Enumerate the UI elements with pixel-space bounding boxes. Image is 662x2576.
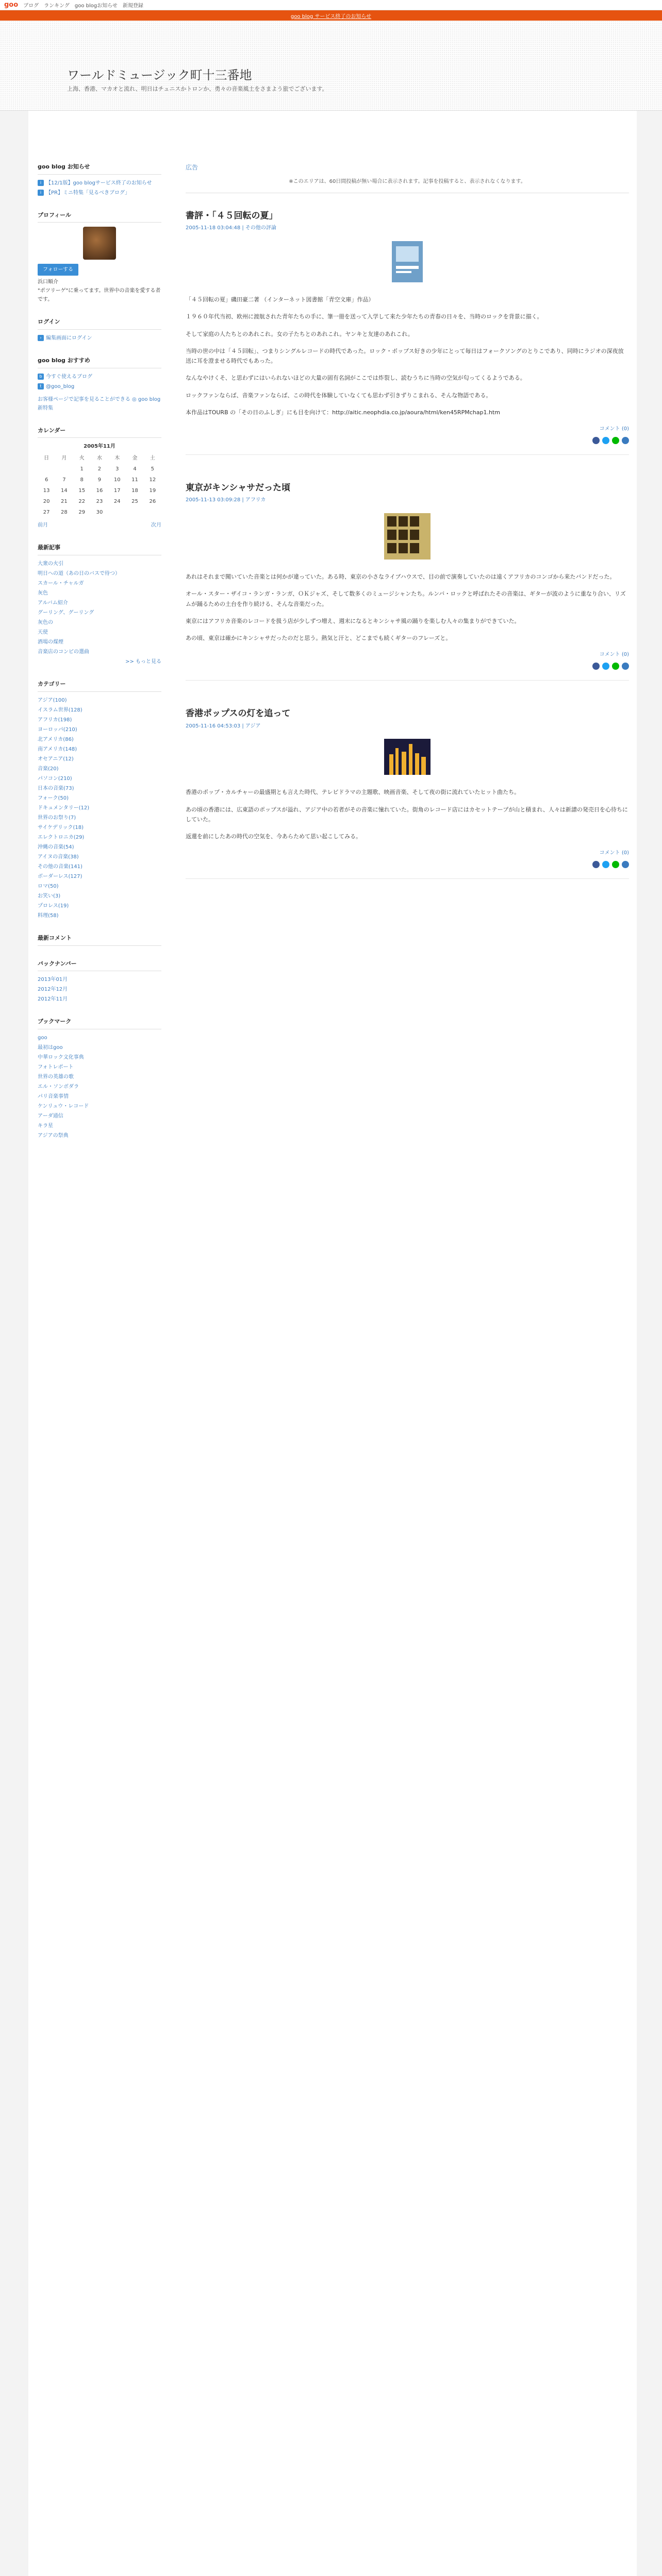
- calendar-day[interactable]: 19: [149, 488, 156, 494]
- recommend-note[interactable]: お客様ページで記事を見ることができる ◎ goo blog新特集: [38, 396, 161, 411]
- recent-item[interactable]: [38, 579, 161, 588]
- bookmark-item[interactable]: [38, 1073, 161, 1081]
- recommend-link[interactable]: 今すぐ使えるブログ: [46, 374, 92, 380]
- post-paragraph: ロックファンならば、音楽ファンならば、この時代を体験していなくても思わず引きずりこまれる、そんな物語である。: [186, 392, 492, 399]
- category-item[interactable]: [38, 755, 161, 764]
- recent-item[interactable]: [38, 628, 161, 637]
- category-item[interactable]: [38, 862, 161, 871]
- category-item[interactable]: [38, 823, 161, 832]
- category-item[interactable]: [38, 696, 161, 705]
- post-meta[interactable]: 2005-11-18 03:04:48 | その他の評論: [186, 225, 276, 231]
- recent-item[interactable]: [38, 618, 161, 627]
- post-paragraph: 本作品はTOURB の「その日のふしぎ」にも目を向けて：http://aitic.neophdia.co.jp/aoura/html/ken45RPMchap1.htm: [186, 409, 500, 416]
- calendar-month: 2005年11月: [84, 444, 115, 450]
- category-item-link[interactable]: 北アメリカ(86): [38, 736, 74, 742]
- category-item-link[interactable]: アイヌの音楽(38): [38, 854, 79, 860]
- calendar-day[interactable]: 22: [78, 499, 86, 505]
- bookmark-item[interactable]: [38, 1053, 161, 1062]
- calendar-day[interactable]: 1: [80, 466, 84, 472]
- post-paragraph: 返還を前にしたあの時代の空気を、今あらためて思い起こしてみる。: [186, 833, 361, 840]
- category-item[interactable]: [38, 833, 161, 842]
- category-item-link[interactable]: お笑い(3): [38, 893, 61, 899]
- recent-item[interactable]: [38, 560, 161, 568]
- share-icon[interactable]: [612, 437, 619, 444]
- post-paragraph: なんなやけくそ、と思わずにはいられないほどの大量の固有名詞がここでは炸裂し、読むうちに当時の空気が匂ってくるようである。: [186, 375, 526, 382]
- calendar-week: [38, 507, 161, 518]
- recent-item-link[interactable]: 音楽店のコンピの選曲: [38, 649, 89, 655]
- recent-item-link[interactable]: グーリング、グーリング: [38, 610, 94, 616]
- bookmark-item-link[interactable]: 中華ロック文化事典: [38, 1054, 84, 1060]
- category-item[interactable]: [38, 706, 161, 715]
- post-image[interactable]: [186, 241, 629, 285]
- category-item-link[interactable]: 世界のお祭り(7): [38, 815, 76, 821]
- blog-post: [186, 209, 629, 455]
- category-item[interactable]: [38, 765, 161, 773]
- calendar-day[interactable]: 5: [151, 466, 155, 472]
- calendar-day[interactable]: 29: [78, 510, 86, 516]
- post-paragraph: 東京にはアフリカ音楽のレコードを扱う店が少しずつ増え、週末になるとキンシャサ風の踊りを楽しむ人々の集まりができていた。: [186, 617, 520, 624]
- share-icon[interactable]: [622, 861, 629, 868]
- post-paragraph: １９６０年代当初、欧州に渡航された青年たちの手に、筆一冊を送って入学して来た少年たちの青春の日々を、当時のロックを背景に描く。: [186, 313, 543, 320]
- bookmark-item-link[interactable]: キラ星: [38, 1123, 53, 1129]
- post-title[interactable]: 東京がキンシャサだった頃: [186, 482, 291, 493]
- calendar-day: [55, 464, 73, 474]
- profile-bio: "ポツリーゲ"に乗ってます。世界中の音楽を愛する者です。: [38, 288, 161, 303]
- category-item-link[interactable]: ヨーロッパ(210): [38, 726, 77, 733]
- comments-heading: 最新コメント: [38, 934, 161, 946]
- category-item-link[interactable]: その他の音楽(141): [38, 863, 82, 870]
- post-comment-link[interactable]: コメント (0): [599, 426, 629, 432]
- recent-item[interactable]: [38, 589, 161, 598]
- calendar-day[interactable]: 4: [133, 466, 137, 472]
- category-item[interactable]: [38, 804, 161, 812]
- share-icon[interactable]: [592, 861, 600, 868]
- service-end-link[interactable]: goo blog サービス終了のお知らせ: [290, 13, 372, 20]
- category-item-link[interactable]: フォーク(50): [38, 795, 69, 801]
- calendar-day[interactable]: 9: [97, 477, 102, 483]
- category-item-link[interactable]: オセアニア(12): [38, 756, 74, 762]
- category-heading: カテゴリー: [38, 680, 161, 692]
- bookmark-item[interactable]: [38, 1092, 161, 1101]
- category-item-link[interactable]: 料理(58): [38, 912, 59, 919]
- calendar-weekday: 水: [96, 455, 102, 462]
- category-item-link[interactable]: ボーダーレス(127): [38, 873, 82, 879]
- recommend-heading: goo blog おすすめ: [38, 356, 161, 368]
- calendar-day[interactable]: 28: [61, 510, 68, 516]
- category-item[interactable]: [38, 745, 161, 754]
- blog-description: 上海、香港、マカオと流れ、明日はチュニスかトロンか、勇々の音楽風土をさまよう旅でございます。: [67, 86, 328, 92]
- share-icon[interactable]: [622, 663, 629, 670]
- calendar-day[interactable]: 21: [61, 499, 68, 505]
- profile-name[interactable]: 浜口順介: [38, 279, 58, 285]
- share-icon[interactable]: [612, 861, 619, 868]
- login-link[interactable]: 編集画面にログイン: [46, 335, 92, 342]
- goo-top-bar: [0, 0, 662, 10]
- category-item-link[interactable]: イスラム世界(128): [38, 707, 82, 713]
- content-wrapper: [28, 111, 637, 2576]
- share-buttons: [186, 663, 629, 670]
- bookmark-item[interactable]: [38, 1112, 161, 1121]
- share-icon[interactable]: [592, 437, 600, 444]
- bookmark-item-link[interactable]: エル・ソンボダラ: [38, 1083, 79, 1090]
- calendar-day[interactable]: 2: [97, 466, 102, 472]
- backnumber-item-link[interactable]: 2013年01月: [38, 977, 68, 983]
- calendar-day[interactable]: 14: [61, 488, 68, 494]
- share-icon[interactable]: [602, 861, 609, 868]
- post-paragraph: 香港のポップ・カルチャーの最盛期とも言えた時代、テレビドラマの主題歌、映画音楽、そして夜の街に流れていたヒット曲たち。: [186, 789, 520, 796]
- bookmark-item[interactable]: [38, 1102, 161, 1111]
- recent-item[interactable]: [38, 608, 161, 617]
- recent-heading: 最新記事: [38, 543, 161, 555]
- category-item[interactable]: [38, 794, 161, 803]
- category-item-link[interactable]: 音楽(20): [38, 766, 59, 772]
- post-meta[interactable]: 2005-11-13 03:09:28 | アフリカ: [186, 497, 266, 503]
- backnumber-item-link[interactable]: 2012年12月: [38, 987, 68, 993]
- bookmark-item[interactable]: [38, 1131, 161, 1140]
- calendar-prev[interactable]: 前月: [38, 522, 48, 529]
- category-item-link[interactable]: アジア(100): [38, 697, 67, 703]
- category-item[interactable]: [38, 853, 161, 861]
- post-paragraph: あの頃の香港には、広東語のポップスが溢れ、アジア中の若者がその音楽に憧れていた。街角のレコード店にはカセットテープが山と積まれ、人々は新譜の発売日を心待ちにしていた。: [186, 806, 628, 823]
- calendar-week: [38, 474, 161, 485]
- blog-post: [186, 706, 629, 879]
- calendar-day[interactable]: 10: [113, 477, 121, 483]
- bookmark-item[interactable]: [38, 1082, 161, 1091]
- calendar-day[interactable]: 7: [62, 477, 66, 483]
- category-item-link[interactable]: ロマ(50): [38, 883, 59, 889]
- category-item-link[interactable]: エレクトロニカ(29): [38, 834, 85, 840]
- category-item-link[interactable]: 沖縄の音楽(54): [38, 844, 74, 850]
- post-title[interactable]: 書評・「４５回転の夏」: [186, 210, 278, 221]
- share-icon[interactable]: [622, 437, 629, 444]
- post-comment-link[interactable]: コメント (0): [599, 652, 629, 658]
- recent-item[interactable]: [38, 638, 161, 647]
- category-item-link[interactable]: パソコン(210): [38, 775, 72, 782]
- calendar-day[interactable]: 30: [96, 510, 103, 516]
- calendar-week: [38, 464, 161, 474]
- calendar-weekday: 土: [150, 455, 155, 462]
- share-icon[interactable]: [602, 663, 609, 670]
- post-meta[interactable]: 2005-11-16 04:53:03 | アジア: [186, 723, 261, 729]
- category-item-link[interactable]: プロレス(19): [38, 903, 69, 909]
- category-item-link[interactable]: 南アメリカ(148): [38, 746, 77, 752]
- profile-section: [38, 211, 161, 304]
- category-item-link[interactable]: サイケデリック(18): [38, 824, 84, 831]
- category-item[interactable]: [38, 872, 161, 881]
- share-icon[interactable]: [592, 663, 600, 670]
- backnumber-item[interactable]: [38, 975, 161, 984]
- blog-icon: b: [38, 374, 44, 380]
- bookmark-item-link[interactable]: 世界の英雄の歌: [38, 1074, 74, 1080]
- bookmark-item[interactable]: [38, 1063, 161, 1072]
- post-paragraph: 「４５回転の夏」磯田豪二著 （インターネット図書館「青空文庫」作品）: [186, 296, 374, 303]
- category-item[interactable]: [38, 911, 161, 920]
- post-image[interactable]: [186, 739, 629, 778]
- calendar-day[interactable]: 6: [44, 477, 48, 483]
- gbar-link-notice[interactable]: goo blogお知らせ: [74, 3, 118, 9]
- calendar-weekday: 火: [79, 455, 85, 462]
- share-buttons: [186, 437, 629, 444]
- calendar-day[interactable]: 11: [131, 477, 138, 483]
- gbar-link-ranking[interactable]: ランキング: [44, 3, 70, 9]
- bookmark-item-link[interactable]: ケンリュウ・レコード: [38, 1103, 89, 1109]
- category-item[interactable]: [38, 843, 161, 852]
- ad-note: ※このエリアは、60日間投稿が無い場合に表示されます。記事を投稿すると、表示されなくなります。: [186, 177, 629, 193]
- recent-item[interactable]: [38, 569, 161, 578]
- notice-item[interactable]: [38, 179, 161, 188]
- post-paragraph: あれはそれまで聞いていた音楽とは何かが違っていた。ある時、東京の小さなライブハウスで、目の前で演奏していたのは遠くアフリカのコンゴから来たバンドだった。: [186, 573, 616, 580]
- post-paragraph: オール・スター・ザイコ・ランガ・ランガ、ＯＫジャズ、そして数多くのミュージシャンたち。ルンバ・ロックと呼ばれたその音楽は、ギターが波のように重なり合い、リズムが踊るための土台を作り続ける、そんな音楽だった。: [186, 590, 626, 607]
- bookmark-item[interactable]: [38, 1033, 161, 1042]
- gbar-link-signup[interactable]: 新規登録: [122, 3, 143, 9]
- notice-item[interactable]: [38, 189, 161, 197]
- share-buttons: [186, 861, 629, 868]
- recommend-section: [38, 356, 161, 413]
- post-title[interactable]: 香港ポップスの灯を追って: [186, 708, 291, 719]
- calendar-day[interactable]: 15: [78, 488, 86, 494]
- calendar-day[interactable]: 13: [43, 488, 50, 494]
- calendar-weekday: 木: [114, 455, 120, 462]
- blog-title[interactable]: ワールドミュージック町十三番地: [67, 68, 252, 82]
- recent-item-link[interactable]: スカール・チャルガ: [38, 581, 84, 587]
- calendar-weekday: 月: [61, 455, 67, 462]
- calendar-day: [126, 507, 143, 518]
- bookmark-item-link[interactable]: アジアの祭典: [38, 1132, 69, 1139]
- login-section: [38, 317, 161, 343]
- category-item-link[interactable]: ドキュメンタリー(12): [38, 805, 90, 811]
- calendar-table: [38, 453, 161, 518]
- notice-heading: goo blog お知らせ: [38, 162, 161, 175]
- calendar-day[interactable]: 3: [115, 466, 119, 472]
- calendar-day[interactable]: 8: [80, 477, 84, 483]
- calendar-day[interactable]: 16: [96, 488, 103, 494]
- bookmark-item-link[interactable]: goo: [38, 1035, 47, 1041]
- category-item[interactable]: [38, 882, 161, 891]
- blog-header: [0, 21, 662, 111]
- main-column: [186, 162, 629, 905]
- backnumber-heading: バックナンバー: [38, 959, 161, 972]
- calendar-day[interactable]: 20: [43, 499, 50, 505]
- blog-post: [186, 481, 629, 681]
- post-image[interactable]: [186, 513, 629, 563]
- bookmark-item[interactable]: [38, 1122, 161, 1130]
- service-end-banner: [0, 10, 662, 21]
- login-icon: ›: [38, 335, 44, 341]
- backnumber-section: [38, 959, 161, 1004]
- category-item[interactable]: [38, 735, 161, 744]
- recent-item-link[interactable]: 灰色: [38, 590, 48, 597]
- notice-section: [38, 162, 161, 197]
- post-paragraph: 当時の世の中は「４５回転」、つまりシングルレコードの時代であった。ロック・ポップス好きの少年にとって毎日はフォークソングのとりこであり、同時にラジオの深夜放送に耳を澄ませる時代でもあった。: [186, 347, 624, 364]
- calendar-day: [38, 464, 55, 474]
- category-item-link[interactable]: 日本の音楽(73): [38, 785, 74, 791]
- info-icon: i: [38, 180, 44, 186]
- calendar-next[interactable]: 次月: [151, 522, 161, 529]
- recent-item[interactable]: [38, 648, 161, 656]
- calendar-day[interactable]: 25: [131, 499, 138, 505]
- calendar-day: [108, 507, 126, 518]
- recommend-link[interactable]: @goo_blog: [46, 383, 75, 389]
- calendar-day[interactable]: 24: [113, 499, 121, 505]
- info-icon: i: [38, 190, 44, 196]
- post-comment-link[interactable]: コメント (0): [599, 850, 629, 856]
- bookmark-heading: ブックマーク: [38, 1017, 161, 1029]
- bookmark-item-link[interactable]: アーダ通信: [38, 1113, 63, 1119]
- notice-link[interactable]: 【PR】ミニ特集「見るべきブログ」: [46, 190, 130, 196]
- bookmark-item-link[interactable]: フォトレポート: [38, 1064, 74, 1070]
- calendar-day[interactable]: 17: [113, 488, 121, 494]
- backnumber-item[interactable]: [38, 995, 161, 1004]
- share-icon[interactable]: [612, 663, 619, 670]
- bookmark-item-link[interactable]: パリ音楽事情: [38, 1093, 69, 1099]
- recent-item-link[interactable]: 大衆の火引: [38, 561, 63, 567]
- category-item-link[interactable]: アフリカ(198): [38, 717, 72, 723]
- profile-avatar[interactable]: [83, 227, 116, 260]
- recent-section: [38, 543, 161, 666]
- category-item[interactable]: [38, 774, 161, 783]
- category-section: [38, 680, 161, 920]
- calendar-weekday: 日: [44, 455, 49, 462]
- calendar-weekday: 金: [132, 455, 138, 462]
- follow-button[interactable]: フォローする: [38, 264, 78, 276]
- login-heading: ログイン: [38, 317, 161, 330]
- sidebar: [38, 162, 161, 1154]
- category-item[interactable]: [38, 725, 161, 734]
- bookmark-item-link[interactable]: 最初はgoo: [38, 1044, 63, 1050]
- profile-heading: プロフィール: [38, 211, 161, 223]
- twitter-icon: t: [38, 383, 44, 389]
- comments-section: [38, 934, 161, 946]
- share-icon[interactable]: [602, 437, 609, 444]
- calendar-section: [38, 426, 161, 530]
- gbar-link-blog[interactable]: ブログ: [23, 3, 39, 9]
- category-item[interactable]: [38, 892, 161, 901]
- category-item[interactable]: [38, 902, 161, 910]
- calendar-heading: カレンダー: [38, 426, 161, 438]
- category-item[interactable]: [38, 784, 161, 793]
- post-paragraph: あの頃、東京は確かにキンシャサだったのだと思う。熱気と汗と、どこまでも続くギターのフレーズと。: [186, 635, 452, 641]
- bookmark-item[interactable]: [38, 1043, 161, 1052]
- backnumber-item[interactable]: [38, 985, 161, 994]
- goo-logo[interactable]: goo: [4, 1, 19, 9]
- recent-item-link[interactable]: 酒場の煤煙: [38, 639, 63, 646]
- calendar-day[interactable]: 12: [149, 477, 156, 483]
- calendar-week: [38, 496, 161, 507]
- notice-link[interactable]: 【12/1版】goo blogサービス終了のお知らせ: [46, 180, 152, 186]
- calendar-day: [144, 507, 161, 518]
- recent-item-link[interactable]: 明日への道（あの日のバスで待つ）: [38, 571, 120, 577]
- calendar-day[interactable]: 27: [43, 510, 50, 516]
- recent-item[interactable]: [38, 599, 161, 607]
- category-item[interactable]: [38, 814, 161, 822]
- ad-heading: 広告: [186, 164, 198, 171]
- backnumber-item-link[interactable]: 2012年11月: [38, 996, 68, 1003]
- calendar-day[interactable]: 26: [149, 499, 156, 505]
- post-paragraph: そして家庭の人たちとのあれこれ。女の子たちとのあれこれ。ヤンキと友達のあれこれ。: [186, 330, 413, 337]
- recent-item-link[interactable]: 天使: [38, 630, 48, 636]
- calendar-day[interactable]: 23: [96, 499, 103, 505]
- category-item[interactable]: [38, 716, 161, 724]
- recent-item-link[interactable]: 灰色の: [38, 620, 53, 626]
- recent-more-link[interactable]: >> もっと見る: [125, 659, 161, 665]
- recent-item-link[interactable]: アルバム紹介: [38, 600, 68, 606]
- calendar-day[interactable]: 18: [131, 488, 138, 494]
- bookmark-section: [38, 1017, 161, 1140]
- calendar-week: [38, 485, 161, 496]
